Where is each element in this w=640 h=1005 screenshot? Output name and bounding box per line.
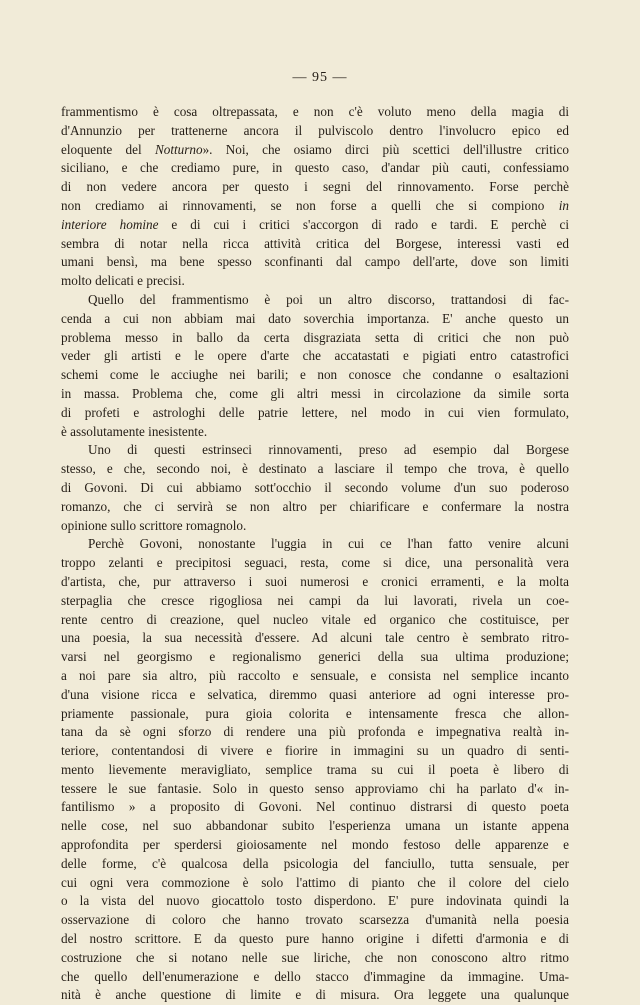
text-line: approfondita per sperdersi gioiosamente nel mondo festoso delle apparenze e [61,837,569,853]
text-line: o la vista del nuovo giocattolo tosto disperdono. E' pure indovinata quindi la [61,893,569,909]
italic-title: interiore homine [61,216,159,232]
text-line: a noi pare sia altro, più raccolto e sensuale, e consista nel semplice incanto [61,667,569,683]
text-line: priamente passionale, pura gioia colorita e intensamente fresca che allon- [61,705,569,721]
text-line: delle forme, c'è qualcosa della psicologia del fanciullo, tutta sensuale, per [61,855,569,871]
text-line: del nostro scrittore. E da questo pure hanno origine i difetti d'armonia e di [61,931,569,947]
text-line: veder gli artisti e le opere d'arte che accatastati e pigiati entro catastrofici [61,348,569,364]
italic-title: Notturno [154,141,203,157]
text-line: frammentismo è cosa oltrepassata, e non c'è voluto meno della magia di [61,104,569,119]
text-line: di non vedere ancora per questo i segni del rinnovamento. Forse perchè [61,179,569,195]
text-line: siciliano, e che crediamo pure, in questo caso, d'andar più cauti, confessiamo [61,160,569,176]
text-line: eloquente del Notturno». Noi, che osiamo dirci più scettici dell'illustre critico [61,141,569,157]
text-line: di Govoni. Di cui abbiamo sott'occhio il secondo volume d'un suo poderoso [61,479,569,495]
text-line: stesso, e che, secondo noi, è destinato a lasciare il tempo che trova, è quello [61,461,569,477]
text-line: tana da sè ogni sforzo di rendere una più profonda e impegnativa realtà in- [61,724,569,740]
text-line: fantilismo » a proposito di Govoni. Nel continuo distrarsi di questo poeta [61,799,569,815]
text-line: di profeti e astrologhi delle patrie lettere, nel modo in cui vien formulato, [61,404,569,420]
page-number: — 95 — [292,70,348,85]
text-line: Uno di questi estrinseci rinnovamenti, preso ad esempio dal Borgese [88,442,569,458]
italic-title: in [558,197,569,213]
text-line: d'artista, che, pur attraverso i suoi numerosi e cronici erramenti, e la molta [61,573,569,589]
text-line: che quello dell'enumerazione e dello stacco d'immagine da immagine. Uma- [61,968,569,984]
text-line: interiore homine e di cui i critici s'accorgon di rado e tardi. E perchè ci [61,216,569,232]
text-line: cenda a cui non abbiam mai dato soverchia importanza. E' anche questo un [61,310,569,326]
text-line: in massa. Problema che, come gli altri messi in circolazione da simile sorta [61,385,569,401]
text-line: romanzo, che ci servirà se non altro per chiarificare e confermare la nostra [61,498,569,514]
text-line: è assolutamente inesistente. [61,423,208,439]
text-line: nità è anche questione di limite e di misura. Ora leggete una qualunque [61,987,569,1003]
text-line: molto delicati e precisi. [61,273,185,289]
text-line: d'Annunzio per trattenerne ancora il pulviscolo dentro l'involucro epico ed [61,122,569,138]
text-line: tessere le sue fantasie. Solo in questo senso approviamo chi ha parlato d'« in- [61,780,569,796]
text-line: osservazione di coloro che hanno trovato scarsezza d'umanità nella poesia [61,912,569,928]
text-line: una poesia, la sua necessità d'essere. Ad alcuni tale centro è sembrato ritro- [61,630,569,646]
text-line: nelle cose, nel suo abbandonar subito l'esperienza umana un istante appena [61,818,569,834]
text-line: cui ogni vera commozione è solo l'attimo di pianto che il colore del cielo [61,874,569,890]
text-line: mento lievemente meravigliato, semplice trama su cui il poeta è libero di [61,761,569,777]
text-line: sterpaglia che cresce rigogliosa nei campi da lui lavorati, rivela un coe- [61,592,569,608]
text-line: rente centro di creazione, quel nucleo vitale ed organico che costituisce, per [61,611,569,627]
text-line: schemi come le acciughe nei barili; e non conosce che condanne o esaltazioni [61,367,569,383]
text-line: teriore, contentandosi di vivere e fiorire in immagini su un quadro di senti- [61,743,569,759]
text-line: sembra di notar nella ricca attività critica del Borgese, interessi vasti ed [61,235,569,251]
text-line: varsi nel georgismo e regionalismo generici della sua ultima produzione; [61,649,569,665]
text-line: non crediamo ai rinnovamenti, se non forse a quelli che si compiono in [61,197,569,213]
text-line: d'una visione ricca e selvatica, diremmo quasi anteriore ad ogni interesse pro- [61,686,569,702]
text-line: opinione sullo scrittore romagnolo. [61,517,247,533]
text-line: troppo zelanti e precipitosi seguaci, resta, come si dice, una personalità vera [61,555,569,571]
text-line: problema messo in ballo da certa disgraziata setta di critici che non può [61,329,569,345]
text-line: costruzione che si notano nelle sue liriche, che non conoscono altro ritmo [61,949,569,965]
text-line: Quello del frammentismo è poi un altro discorso, trattandosi di fac- [88,291,569,307]
text-line: umani bensì, ma bene spesso sconfinanti dal campo dell'arte, dove son limiti [61,254,569,270]
text-line: Perchè Govoni, nonostante l'uggia in cui ce l'han fatto venire alcuni [88,536,569,552]
body-text [61,103,569,1005]
